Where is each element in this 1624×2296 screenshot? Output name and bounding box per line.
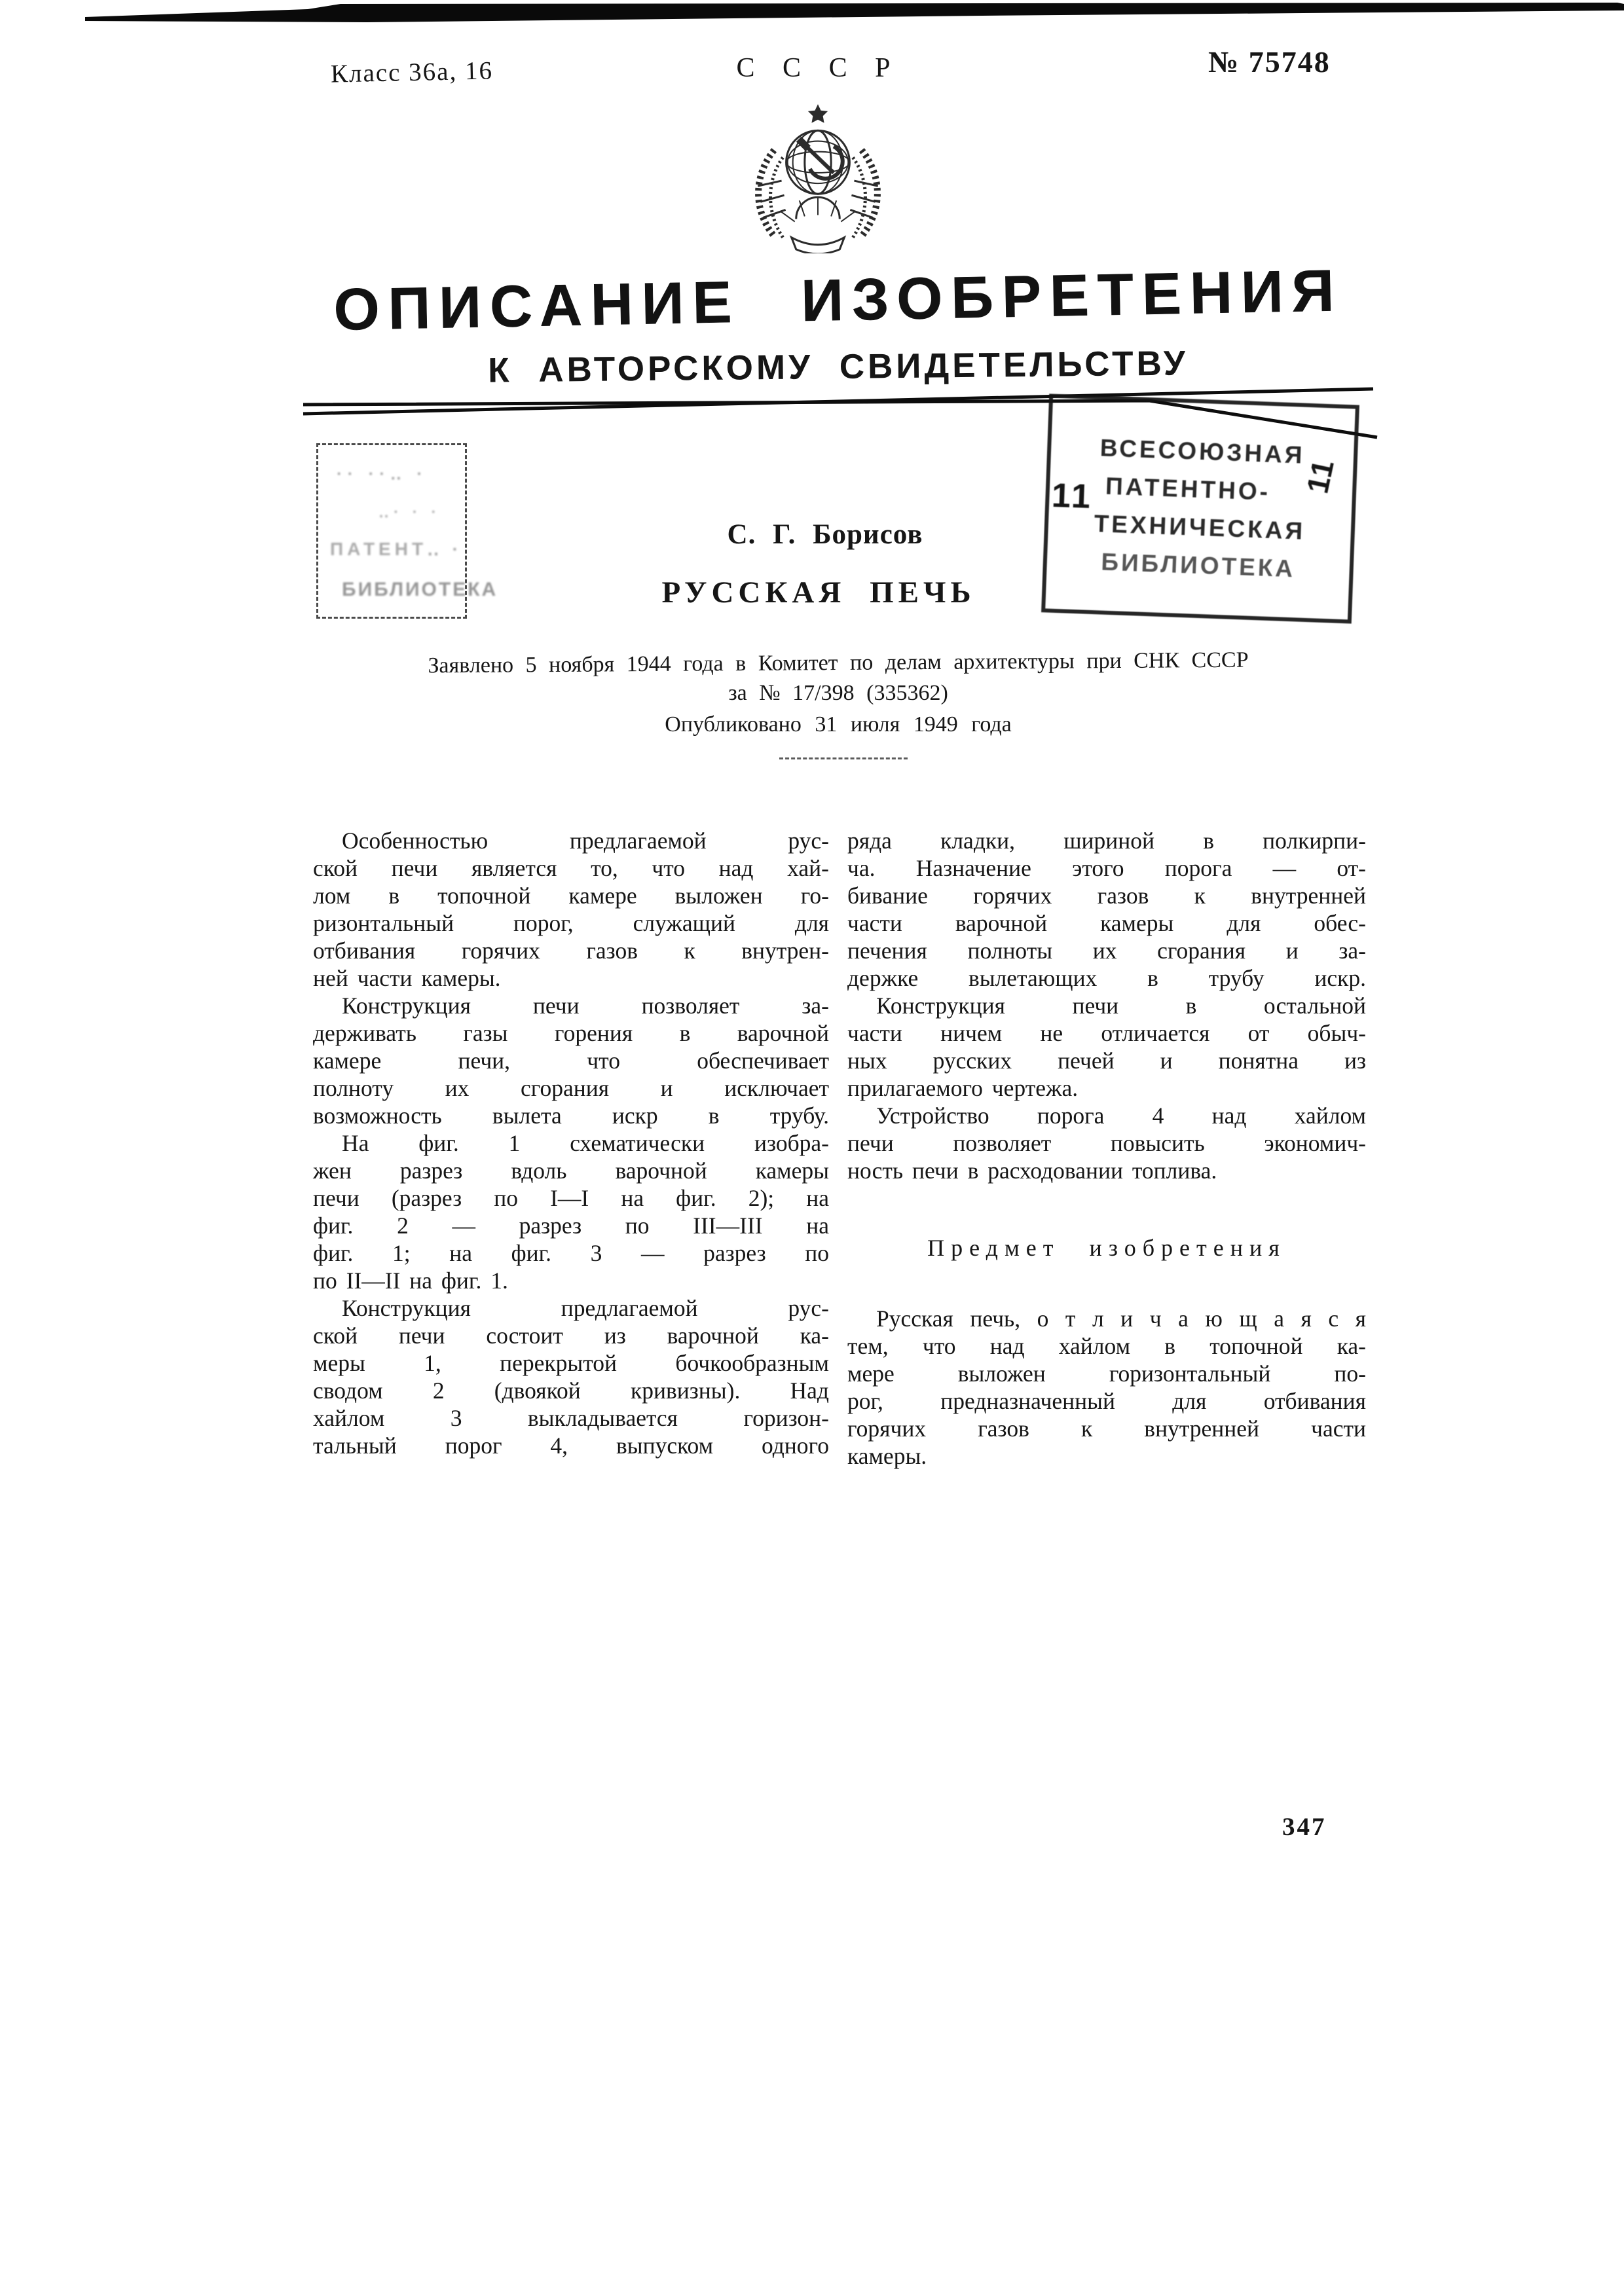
body-line: полноту их сгорания и исключает <box>313 1075 829 1101</box>
body-line: сводом 2 (двоякой кривизны). Над <box>313 1377 829 1404</box>
body-line: печения полноты их сгорания и за- <box>847 938 1366 964</box>
class-label: Класс 36а, 16 <box>330 56 494 88</box>
body-line: тальный порог 4, выпуском одного <box>313 1432 829 1459</box>
scan-artifact-line <box>0 0 1624 29</box>
document-main-title: ОПИСАНИЕ ИЗОБРЕТЕНИЯ <box>333 258 1344 343</box>
publication-date-line: Опубликовано 31 июля 1949 года <box>665 712 1012 737</box>
body-line: хайлом 3 выкладывается горизон- <box>313 1405 829 1431</box>
body-line: ризонтальный порог, служащий для <box>313 910 829 936</box>
body-line: камеры. <box>847 1443 927 1469</box>
invention-title: РУССКАЯ ПЕЧЬ <box>661 575 976 610</box>
stamp-line: ТЕХНИЧЕСКАЯ <box>1094 510 1306 545</box>
body-line: прилагаемого чертежа. <box>847 1075 1079 1101</box>
document-subtitle: К АВТОРСКОМУ СВИДЕТЕЛЬСТВУ <box>487 344 1189 390</box>
filing-number-line: за № 17/398 (335362) <box>728 681 948 705</box>
stamp-faded-line: БИБЛИОТЕКА <box>342 579 498 600</box>
body-line: Русская печь, о т л и ч а ю щ а я с я <box>876 1305 1366 1332</box>
body-line: ской печи состоит из варочной ка- <box>313 1322 829 1349</box>
body-line: фиг. 2 — разрез по III—III на <box>313 1212 829 1239</box>
body-line: Устройство порога 4 над хайлом <box>876 1102 1366 1129</box>
body-line: ча. Назначение этого порога — от- <box>847 855 1366 881</box>
body-line: меры 1, перекрытой бочкообразным <box>313 1350 829 1376</box>
country-label: С С С Р <box>736 53 901 83</box>
body-line: части варочной камеры для обес- <box>847 910 1366 936</box>
body-line: мере выложен горизонтальный по- <box>847 1360 1366 1387</box>
body-line: Особенностью предлагаемой рус- <box>342 828 829 854</box>
stamp-faded-line: ·· ··‥ · <box>337 464 428 483</box>
body-line: части ничем не отличается от обыч- <box>847 1020 1366 1046</box>
stamp-number-left: 11 <box>1051 476 1094 517</box>
body-line: держивать газы горения в варочной <box>313 1020 829 1046</box>
body-line: Предмет изобретения <box>927 1235 1286 1261</box>
body-line: тем, что над хайлом в топочной ка- <box>847 1333 1366 1359</box>
body-column-left <box>313 827 829 1459</box>
dashed-divider <box>779 757 908 759</box>
stamp-line: ПАТЕНТНО- <box>1105 472 1271 505</box>
filing-date-line: Заявлено 5 ноября 1944 года в Комитет по делам архитектуры при СНК СССР <box>428 647 1249 678</box>
body-line: бивание горячих газов к внутренней <box>847 883 1366 909</box>
stamp-line: БИБЛИОТЕКА <box>1100 548 1296 583</box>
body-line: Конструкция печи в остальной <box>876 993 1366 1019</box>
body-line: ных русских печей и понятна из <box>847 1048 1366 1074</box>
body-line: печи позволяет повысить экономич- <box>847 1130 1366 1156</box>
body-line: лом в топочной камере выложен го- <box>313 883 829 909</box>
page-number: 347 <box>1282 1813 1327 1841</box>
body-line: возможность вылета искр в трубу. <box>313 1102 829 1129</box>
ussr-coat-of-arms-icon <box>735 101 900 253</box>
body-column-right <box>847 827 1366 1470</box>
body-line: фиг. 1; на фиг. 3 — разрез по <box>313 1240 829 1266</box>
library-stamp-faded <box>316 443 498 619</box>
body-line: ской печи является то, что над хай- <box>313 855 829 881</box>
body-line: рог, предназначенный для отбивания <box>847 1388 1366 1414</box>
body-line: ней части камеры. <box>313 965 501 991</box>
body-line: отбивания горячих газов к внутрен- <box>313 938 829 964</box>
stamp-line: ВСЕСОЮЗНАЯ <box>1099 434 1306 469</box>
author-name: С. Г. Борисов <box>727 519 923 550</box>
body-line: держке вылетающих в трубу искр. <box>847 965 1366 991</box>
body-line: На фиг. 1 схематически изобра- <box>342 1130 829 1156</box>
body-line: ряда кладки, шириной в полкирпи- <box>847 828 1366 854</box>
body-line: камере печи, что обеспечивает <box>313 1048 829 1074</box>
body-line: Конструкция печи позволяет за- <box>342 993 829 1019</box>
stamp-faded-line: ПАТЕНТ‥ · <box>330 539 462 559</box>
body-line: жен разрез вдоль варочной камеры <box>313 1157 829 1184</box>
patent-number: № 75748 <box>1208 45 1331 79</box>
body-line: Конструкция предлагаемой рус- <box>342 1295 829 1321</box>
body-line: печи (разрез по I—I на фиг. 2); на <box>313 1185 829 1211</box>
body-line: горячих газов к внутренней части <box>847 1415 1366 1442</box>
body-line: по II—II на фиг. 1. <box>313 1267 508 1294</box>
stamp-faded-line: ‥· · · <box>378 503 441 521</box>
stamp-number-right: 11 <box>1300 455 1341 497</box>
body-line: ность печи в расходовании топлива. <box>847 1157 1217 1184</box>
